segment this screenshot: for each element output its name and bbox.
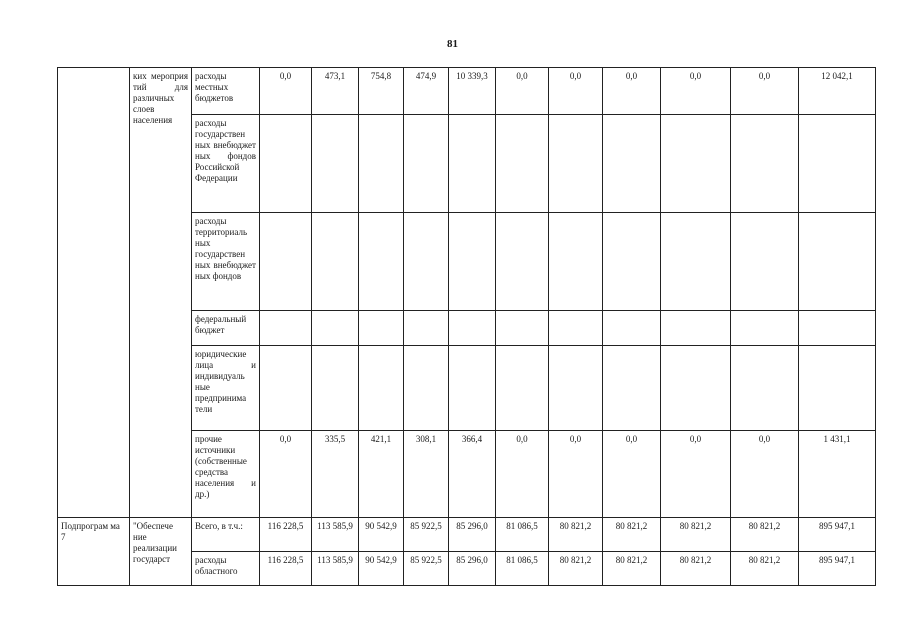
value-cell <box>496 346 549 431</box>
value-cell <box>731 346 799 431</box>
value-cell: 81 086,5 <box>496 518 549 552</box>
value-cell <box>603 213 661 311</box>
value-cell: 0,0 <box>549 68 603 115</box>
value-cell <box>359 346 404 431</box>
page-number: 81 <box>447 38 458 50</box>
value-cell: 0,0 <box>260 431 312 518</box>
value-cell: 116 228,5 <box>260 518 312 552</box>
table-row <box>58 518 876 552</box>
value-cell <box>449 311 496 346</box>
value-cell: 10 339,3 <box>449 68 496 115</box>
value-cell <box>731 115 799 213</box>
value-cell: 0,0 <box>260 68 312 115</box>
value-cell <box>496 213 549 311</box>
value-cell <box>359 311 404 346</box>
value-cell <box>312 213 359 311</box>
value-cell <box>496 115 549 213</box>
value-cell: 85 296,0 <box>449 518 496 552</box>
funding-source-cell: юридические лица и индивидуаль ные предпринима тели <box>192 346 260 431</box>
value-cell <box>312 346 359 431</box>
value-cell: 12 042,1 <box>799 68 876 115</box>
funding-source-cell: Всего, в т.ч.: <box>192 518 260 552</box>
funding-source-cell: расходы государствен ных внебюджет ных фондов Российской Федерации <box>192 115 260 213</box>
value-cell: 0,0 <box>661 431 731 518</box>
table-row <box>58 68 876 115</box>
funding-source-cell: расходы территориаль ных государствен ных внебюджет ных фондов <box>192 213 260 311</box>
value-cell: 80 821,2 <box>661 518 731 552</box>
value-cell: 366,4 <box>449 431 496 518</box>
program-cell: Подпрограм ма 7 <box>58 518 130 586</box>
value-cell: 90 542,9 <box>359 518 404 552</box>
value-cell: 80 821,2 <box>731 518 799 552</box>
value-cell: 421,1 <box>359 431 404 518</box>
value-cell <box>603 311 661 346</box>
value-cell: 0,0 <box>549 431 603 518</box>
value-cell <box>549 213 603 311</box>
funding-source-cell: федеральный бюджет <box>192 311 260 346</box>
value-cell <box>404 346 449 431</box>
value-cell: 0,0 <box>661 68 731 115</box>
value-cell: 895 947,1 <box>799 518 876 552</box>
value-cell <box>260 213 312 311</box>
value-cell: 80 821,2 <box>603 552 661 586</box>
value-cell: 81 086,5 <box>496 552 549 586</box>
value-cell <box>731 213 799 311</box>
value-cell <box>661 346 731 431</box>
value-cell <box>799 311 876 346</box>
value-cell <box>359 213 404 311</box>
value-cell: 85 922,5 <box>404 552 449 586</box>
value-cell: 113 585,9 <box>312 518 359 552</box>
value-cell: 474,9 <box>404 68 449 115</box>
value-cell: 85 922,5 <box>404 518 449 552</box>
program-cell <box>58 68 130 518</box>
value-cell <box>799 115 876 213</box>
value-cell: 80 821,2 <box>731 552 799 586</box>
value-cell: 80 821,2 <box>549 552 603 586</box>
description-cell: ких мероприя тий для различных слоев населения <box>130 68 192 518</box>
value-cell: 0,0 <box>603 68 661 115</box>
value-cell <box>799 346 876 431</box>
value-cell: 116 228,5 <box>260 552 312 586</box>
funding-source-cell: расходы областного <box>192 552 260 586</box>
value-cell: 80 821,2 <box>549 518 603 552</box>
value-cell <box>549 346 603 431</box>
value-cell <box>496 311 549 346</box>
value-cell: 0,0 <box>496 68 549 115</box>
value-cell <box>449 346 496 431</box>
value-cell <box>449 115 496 213</box>
value-cell: 80 821,2 <box>603 518 661 552</box>
value-cell <box>799 213 876 311</box>
value-cell: 308,1 <box>404 431 449 518</box>
value-cell: 1 431,1 <box>799 431 876 518</box>
value-cell <box>312 311 359 346</box>
value-cell <box>661 115 731 213</box>
value-cell <box>260 311 312 346</box>
value-cell <box>549 311 603 346</box>
value-cell: 895 947,1 <box>799 552 876 586</box>
value-cell: 0,0 <box>603 431 661 518</box>
value-cell <box>404 213 449 311</box>
value-cell: 0,0 <box>496 431 549 518</box>
value-cell: 80 821,2 <box>661 552 731 586</box>
value-cell: 0,0 <box>731 68 799 115</box>
value-cell: 85 296,0 <box>449 552 496 586</box>
value-cell: 113 585,9 <box>312 552 359 586</box>
value-cell <box>661 311 731 346</box>
value-cell <box>260 346 312 431</box>
value-cell <box>449 213 496 311</box>
funding-source-cell: прочие источники (собственные средства населения и др.) <box>192 431 260 518</box>
value-cell <box>312 115 359 213</box>
value-cell: 0,0 <box>731 431 799 518</box>
funding-source-cell: расходы местных бюджетов <box>192 68 260 115</box>
value-cell: 754,8 <box>359 68 404 115</box>
value-cell: 90 542,9 <box>359 552 404 586</box>
value-cell <box>260 115 312 213</box>
value-cell <box>731 311 799 346</box>
description-cell: "Обеспече ние реализации государст <box>130 518 192 586</box>
value-cell: 335,5 <box>312 431 359 518</box>
value-cell <box>404 311 449 346</box>
value-cell <box>603 346 661 431</box>
value-cell <box>549 115 603 213</box>
value-cell <box>603 115 661 213</box>
value-cell <box>404 115 449 213</box>
value-cell: 473,1 <box>312 68 359 115</box>
value-cell <box>359 115 404 213</box>
budget-table <box>57 67 876 586</box>
value-cell <box>661 213 731 311</box>
